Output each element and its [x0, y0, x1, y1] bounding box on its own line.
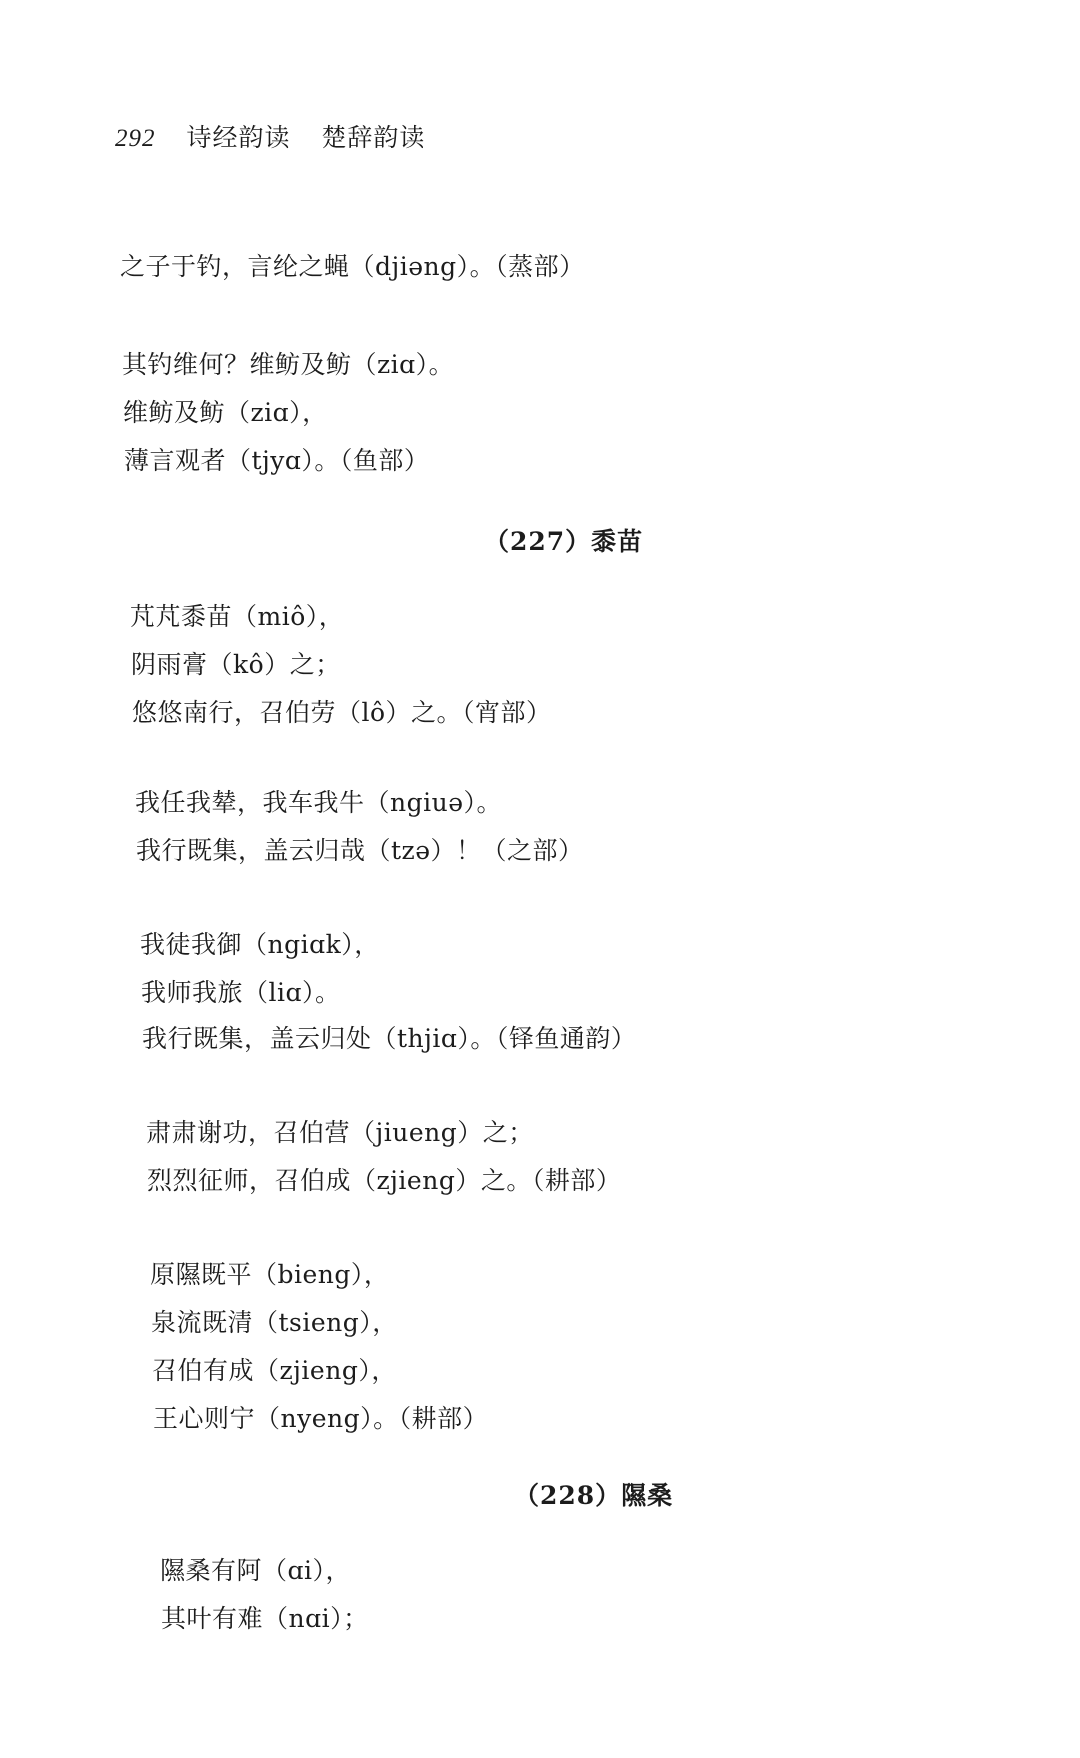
verse-line: 王心则宁（nyeng）。（耕部） — [153, 1404, 489, 1433]
verse-line: 我师我旅（liɑ）。 — [141, 978, 341, 1007]
verse-line: 肃肃谢功，召伯营（jiueng）之； — [146, 1118, 534, 1147]
verse-line: 原隰既平（bieng）， — [150, 1260, 390, 1289]
verse-line: 其钓维何？维鲂及鲂（ziɑ）。 — [122, 350, 455, 379]
page-number: 292 — [115, 125, 156, 152]
poem-heading: （227）黍苗 — [484, 527, 644, 556]
verse-line: 我行既集，盖云归哉（tzə）！（之部） — [136, 836, 584, 865]
verse-line: 其叶有难（nɑi）； — [161, 1604, 369, 1633]
verse-line: 之子于钓，言纶之蝇（djiəng）。（蒸部） — [120, 252, 585, 281]
verse-line: 芃芃黍苗（miô）， — [130, 602, 345, 631]
verse-line: 我任我辇，我车我牛（ngiuə）。 — [135, 788, 502, 817]
verse-line: 召伯有成（zjieng）， — [152, 1356, 397, 1385]
verse-line: 薄言观者（tjyɑ）。（鱼部） — [124, 446, 430, 475]
verse-line: 悠悠南行，召伯劳（lô）之。（宵部） — [132, 698, 552, 727]
poem-heading: （228）隰桑 — [514, 1481, 674, 1510]
verse-line: 维鲂及鲂（ziɑ）， — [123, 398, 328, 427]
running-head — [115, 118, 425, 154]
verse-line: 泉流既清（tsieng）， — [151, 1308, 398, 1337]
section-title: 楚辞韵读 — [321, 123, 426, 152]
verse-line: 隰桑有阿（ɑi）， — [160, 1556, 351, 1585]
verse-line: 烈烈征师，召伯成（zjieng）之。（耕部） — [147, 1166, 622, 1195]
verse-line: 我行既集，盖云归处（thjiɑ）。（铎鱼通韵） — [142, 1024, 637, 1053]
book-title: 诗经韵读 — [186, 123, 291, 152]
verse-line: 我徒我御（ngiɑk）， — [140, 930, 380, 959]
verse-line: 阴雨膏（kô）之； — [131, 650, 341, 679]
